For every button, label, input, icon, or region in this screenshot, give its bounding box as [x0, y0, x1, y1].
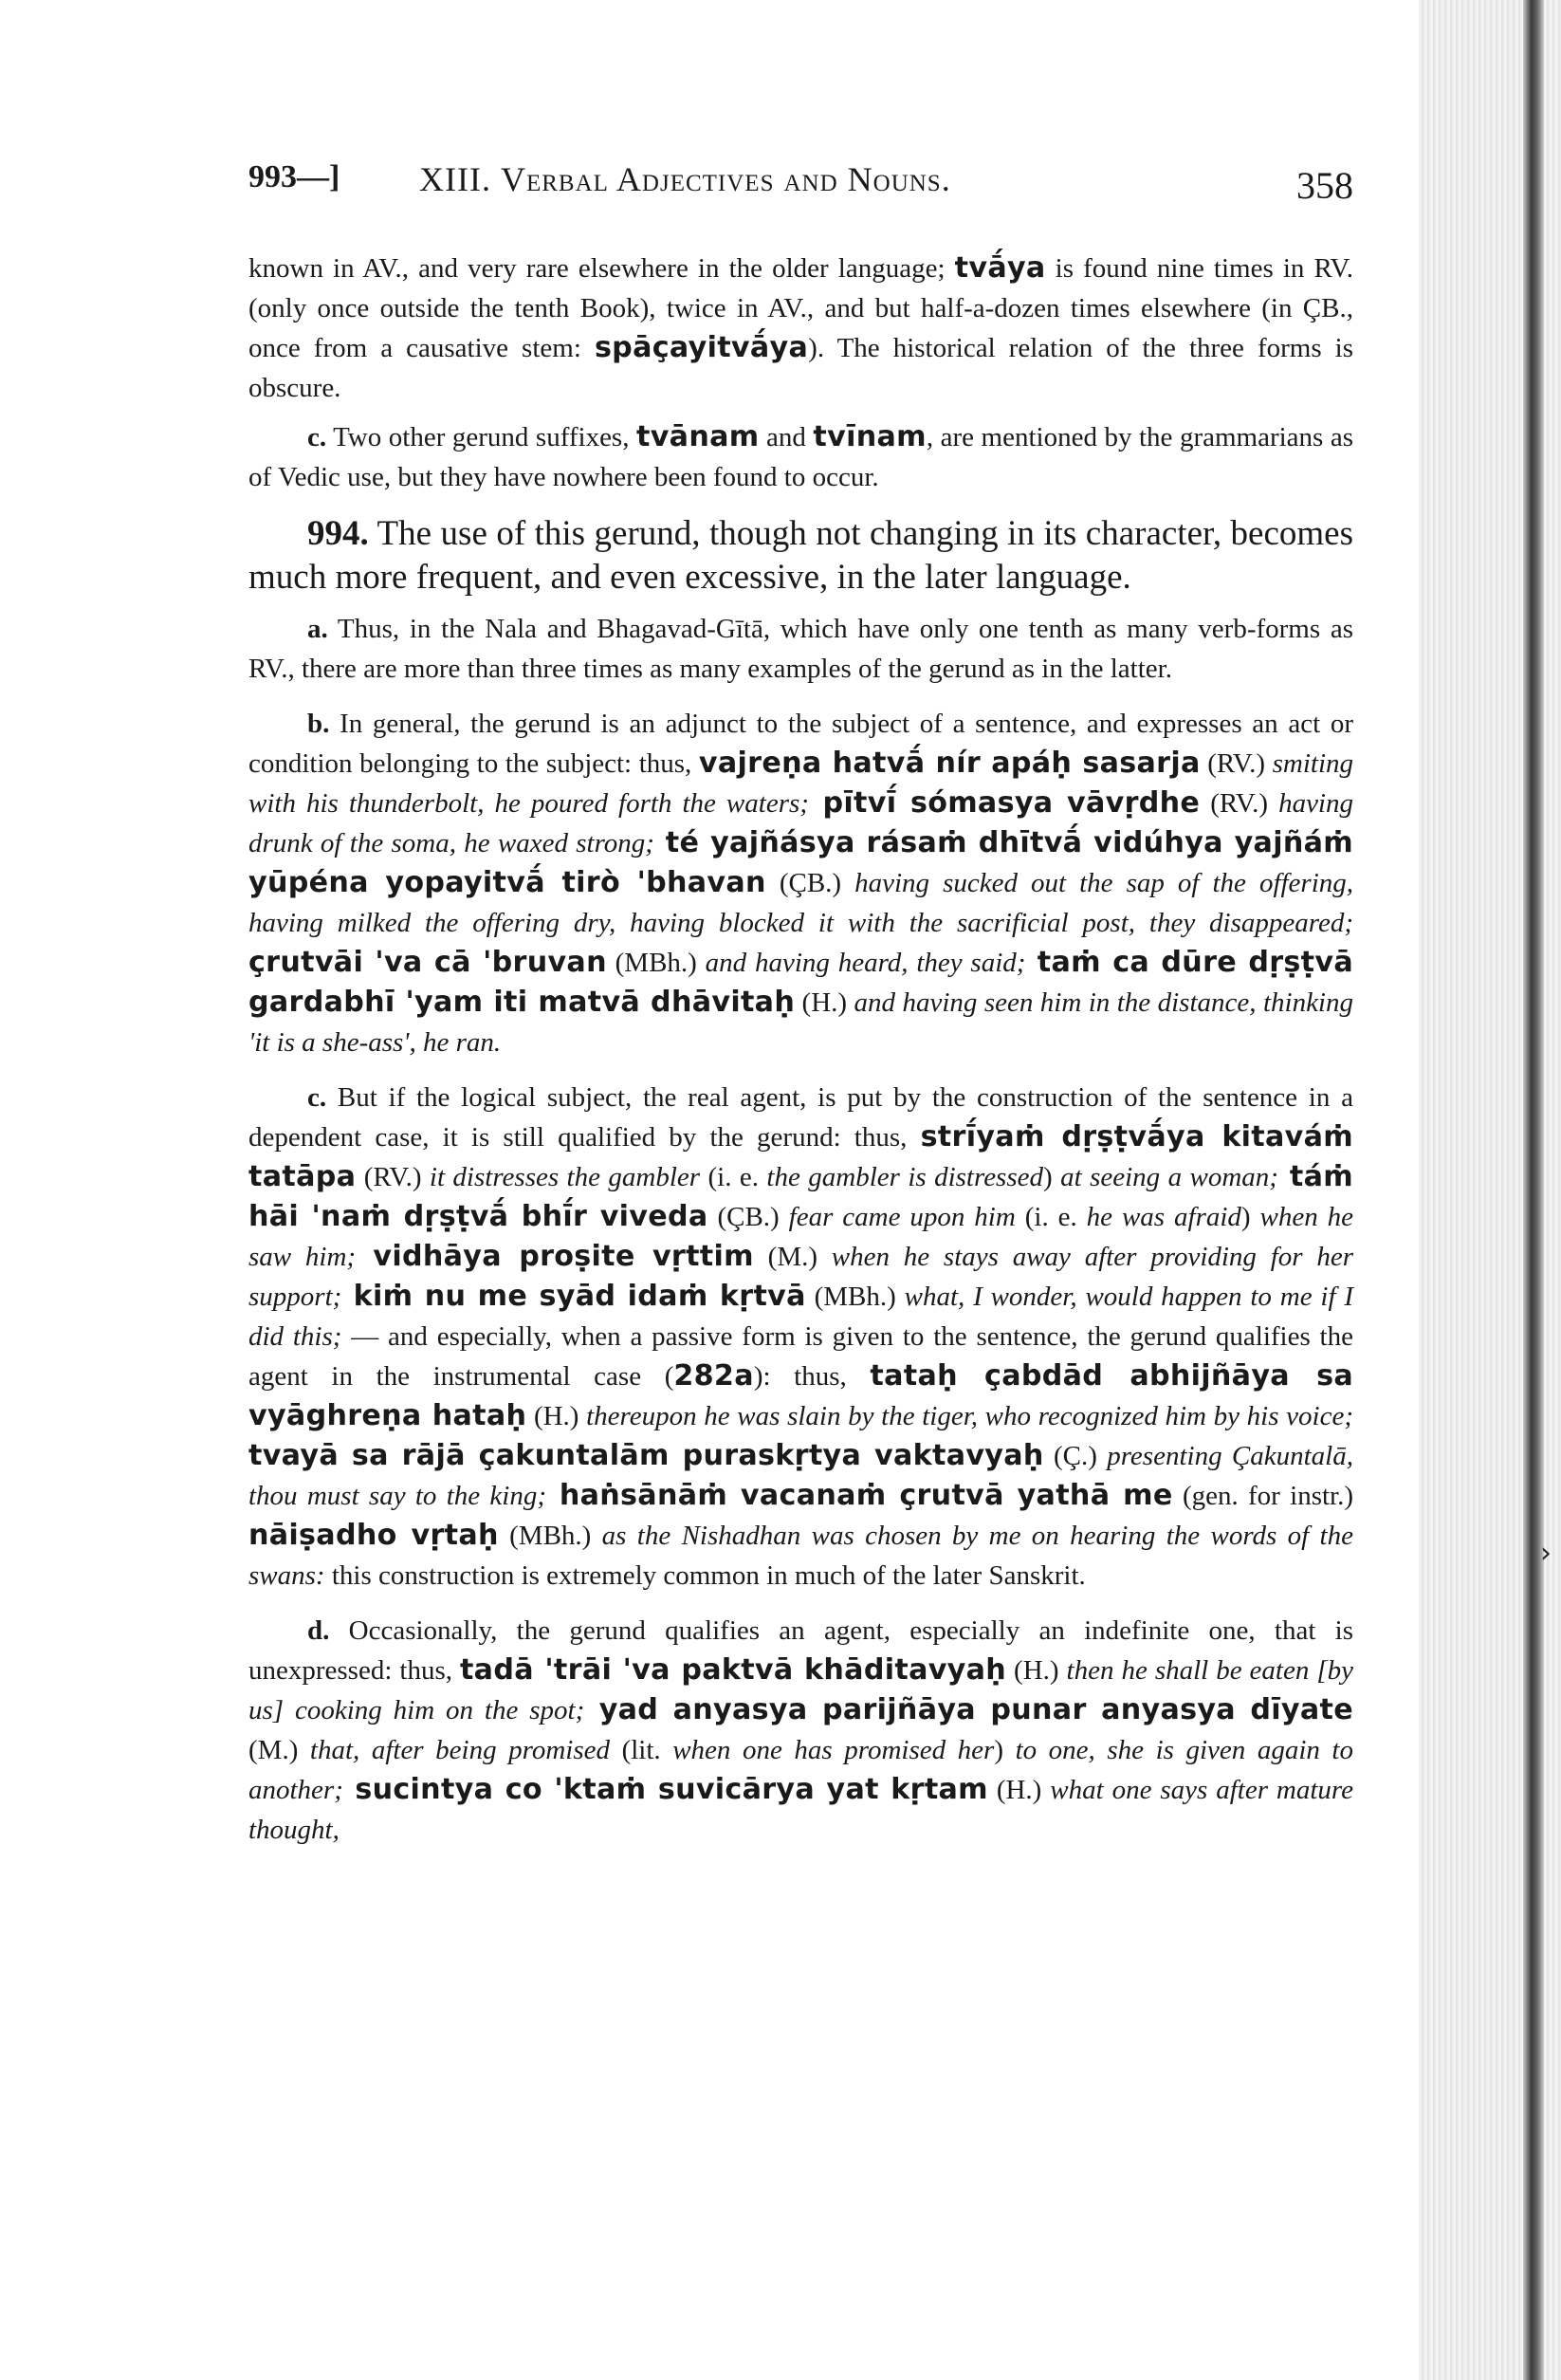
- paragraph-continuation: known in AV., and very rare elsewhere in the older language; tvā́ya is found nine times in RV. (only once outside the tenth Book), twice in AV., and but half-a-dozen times elsewhere (in ÇB., once from a causative stem: spāçayitvā́ya). The historical relation of the three forms is obscure.: [248, 251, 1354, 403]
- page-number: 358: [1296, 164, 1353, 207]
- paragraph-994: 994. The use of this gerund, though not changing in its character, becomes much more frequent, and even excessive, in the later language.: [248, 514, 1353, 597]
- section-marker: 993—]: [248, 159, 340, 194]
- body-text: [248, 152, 1353, 1850]
- paragraph-994d: d. Occasionally, the gerund qualifies an agent, especially an indefinite one, that is unexpressed: thus, tadā 'trāi 'va paktvā khāditavyaḥ (H.) then he shall be eaten [by us] cooking him on the spot; yad anyasya parijñāya punar anyasya dīyate (M.) that, after being promised (lit. when one has promised her) to one, she is given again to another; sucintya co 'ktaṁ suvicārya yat kṛtam (H.) what one says after mature thought,: [248, 1615, 1353, 1845]
- paragraph-994a: a. Thus, in the Nala and Bhagavad-Gītā, which have only one tenth as many verb-forms as RV., there are more than three times as many examples of the gerund as in the latter.: [248, 614, 1353, 684]
- paragraph-994b: b. In general, the gerund is an adjunct to the subject of a sentence, and expresses an act or condition belonging to the subject: thus, vajreṇa hatvā́ nír apáḥ sasarja (RV.) smiting with his thunderbolt, he poured forth the waters; pītvī́ sómasya vāvṛdhe (RV.) having drunk of the soma, he waxed strong; té yajñásya rásaṁ dhītvā́ vidúhya yajñáṁ yūpéna yopayitvā́ tirò 'bhavan (ÇB.) having sucked out the sap of the offering, having milked the offering dry, having blocked it with the sacrificial post, they disappeared; çrutvāi 'va cā 'bruvan (MBh.) and having heard, they said; taṁ ca dūre dṛṣṭvā gardabhī 'yam iti matvā dhāvitaḥ (H.) and having seen him in the distance, thinking 'it is a she-ass', he ran.: [248, 709, 1354, 1058]
- paragraph-993c: c. Two other gerund suffixes, tvānam and tvīnam, are mentioned by the grammarians as of Vedic use, but they have nowhere been found to occur.: [248, 420, 1354, 492]
- running-header: [248, 152, 1353, 209]
- paragraph-994c: c. But if the logical subject, the real agent, is put by the construction of the sentence in a dependent case, it is still qualified by the gerund: thus, strī́yaṁ dṛṣṭvā́ya kitaváṁ tatāpa (RV.) it distresses the gambler (i. e. the gambler is distressed) at seeing a woman; táṁ hāi 'naṁ dṛṣṭvā́ bhī́r viveda (ÇB.) fear came upon him (i. e. he was afraid) when he saw him; vidhāya proṣite vṛttim (M.) when he stays away after providing for her support; kiṁ nu me syād idaṁ kṛtvā (MBh.) what, I wonder, would happen to me if I did this; — and especially, when a passive form is given to the sentence, the gerund qualifies the agent in the instrumental case (282a): thus, tataḥ çabdād abhijñāya sa vyāghreṇa hataḥ (H.) thereupon he was slain by the tiger, who recognized him by his voice; tvayā sa rājā çakuntalām puraskṛtya vaktavyaḥ (Ç.) presenting Çakuntalā, thou must say to the king; haṅsānāṁ vacanaṁ çrutvā yathā me (gen. for instr.) nāiṣadho vṛtaḥ (MBh.) as the Nishadhan was chosen by me on hearing the words of the swans: this construction is extremely common in much of the later Sanskrit.: [248, 1082, 1354, 1591]
- book-binding-edge: [1523, 0, 1544, 2380]
- margin-mark: ›: [1540, 1537, 1552, 1570]
- chapter-title: XIII. Verbal Adjectives and Nouns.: [419, 160, 951, 198]
